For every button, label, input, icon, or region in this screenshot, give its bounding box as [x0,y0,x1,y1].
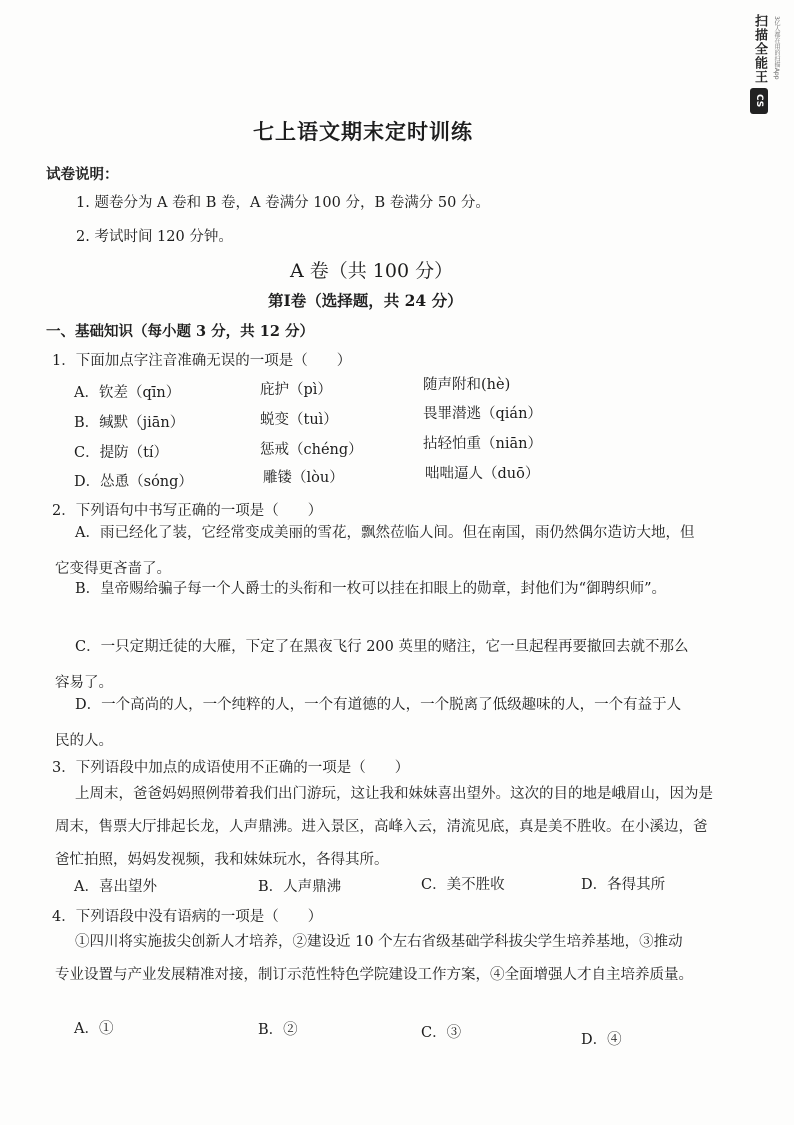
part-heading: 第Ⅰ卷（选择题，共 24 分） [268,291,463,310]
q4-passage: ①四川将实施拔尖创新人才培养，②建设近 10 个左右省级基础学科拔尖学生培养基地，③推动专业设置与产业发展精准对接，制订示范性特色学院建设工作方案，④全面增强人才自主培养质量。 [55,934,693,983]
section-heading: A 卷（共 100 分） [290,260,454,282]
q3-option-d: D．各得其所 [581,877,666,893]
q1-option-a-2: 庇护（pì） [260,382,332,398]
question-1-stem: 1．下面加点字注音准确无误的一项是（ ） [52,353,352,369]
q4-option-c: C．③ [421,1025,462,1041]
q1-option-c-2: 惩戒（chéng） [260,442,363,458]
q1-option-b-1: B．缄默（jiān） [74,415,185,431]
q3-option-a: A．喜出望外 [74,879,157,895]
q1-option-d-2: 雕镂（lòu） [263,470,344,486]
instruction-item: 1. 题卷分为 A 卷和 B 卷，A 卷满分 100 分，B 卷满分 50 分。 [76,195,490,211]
page-title: 七上语文期末定时训练 [253,119,473,144]
q2-option-c: C．一只定期迁徒的大雁，下定了在黑夜飞行 200 英里的赌注，它一旦起程再要撤回去就不那么容易了。 [55,639,689,691]
q1-option-b-3: 畏罪潜逃（qián） [423,406,542,422]
question-3-stem: 3．下列语段中加点的成语使用不正确的一项是（ ） [52,760,410,776]
q4-option-b: B．② [258,1022,298,1038]
q1-option-d-1: D．怂恿（sóng） [74,474,193,490]
q1-option-a-3: 随声附和(hè) [423,377,511,393]
q2-option-b: B．皇帝赐给骗子每一个人爵士的头衔和一枚可以挂在扣眼上的勋章，封他们为“御聘织师”。 [75,581,666,597]
question-group-heading: 一、基础知识（每小题 3 分，共 12 分） [46,323,314,340]
q1-option-b-2: 蜕变（tuì） [260,412,338,428]
watermark-tagline: 3亿人都在用的扫描App [773,16,780,80]
q1-option-a-1: A．钦差（qīn） [74,385,181,401]
question-2-stem: 2．下列语句中书写正确的一项是（ ） [52,503,323,519]
watermark-name: 扫描全能王 [752,14,767,84]
cs-logo-icon: CS [750,88,768,114]
question-4-stem: 4．下列语段中没有语病的一项是（ ） [52,909,323,925]
q3-option-b: B．人声鼎沸 [258,879,342,895]
q1-option-d-3: 咄咄逼人（duō） [425,466,540,482]
q4-option-d: D．④ [581,1032,622,1048]
q4-option-a: A．① [74,1021,114,1037]
instructions-heading: 试卷说明： [46,166,119,183]
q1-option-c-1: C．提防（tí） [74,445,169,461]
scanner-watermark [748,14,788,134]
instruction-item: 2. 考试时间 120 分钟。 [76,229,233,245]
q3-option-c: C．美不胜收 [421,877,505,893]
q2-option-d: D．一个高尚的人，一个纯粹的人，一个有道德的人，一个脱离了低级趣味的人，一个有益于人民的人。 [55,697,682,749]
q2-option-a: A．雨已经化了装，它经常变成美丽的雪花，飘然莅临人间。但在南国，雨仍然偶尔造访大地，但它变得更吝啬了。 [55,525,695,577]
q3-passage: 上周末，爸爸妈妈照例带着我们出门游玩，这让我和妹妹喜出望外。这次的目的地是峨眉山，因为是周末，售票大厅排起长龙，人声鼎沸。进入景区，高峰入云，清流见底，真是美不胜收。在小溪边，爸爸忙拍照，妈妈发视频，我和妹妹玩水，各得其所。 [55,786,713,868]
q1-option-c-3: 拈轻怕重（niān） [423,436,542,452]
